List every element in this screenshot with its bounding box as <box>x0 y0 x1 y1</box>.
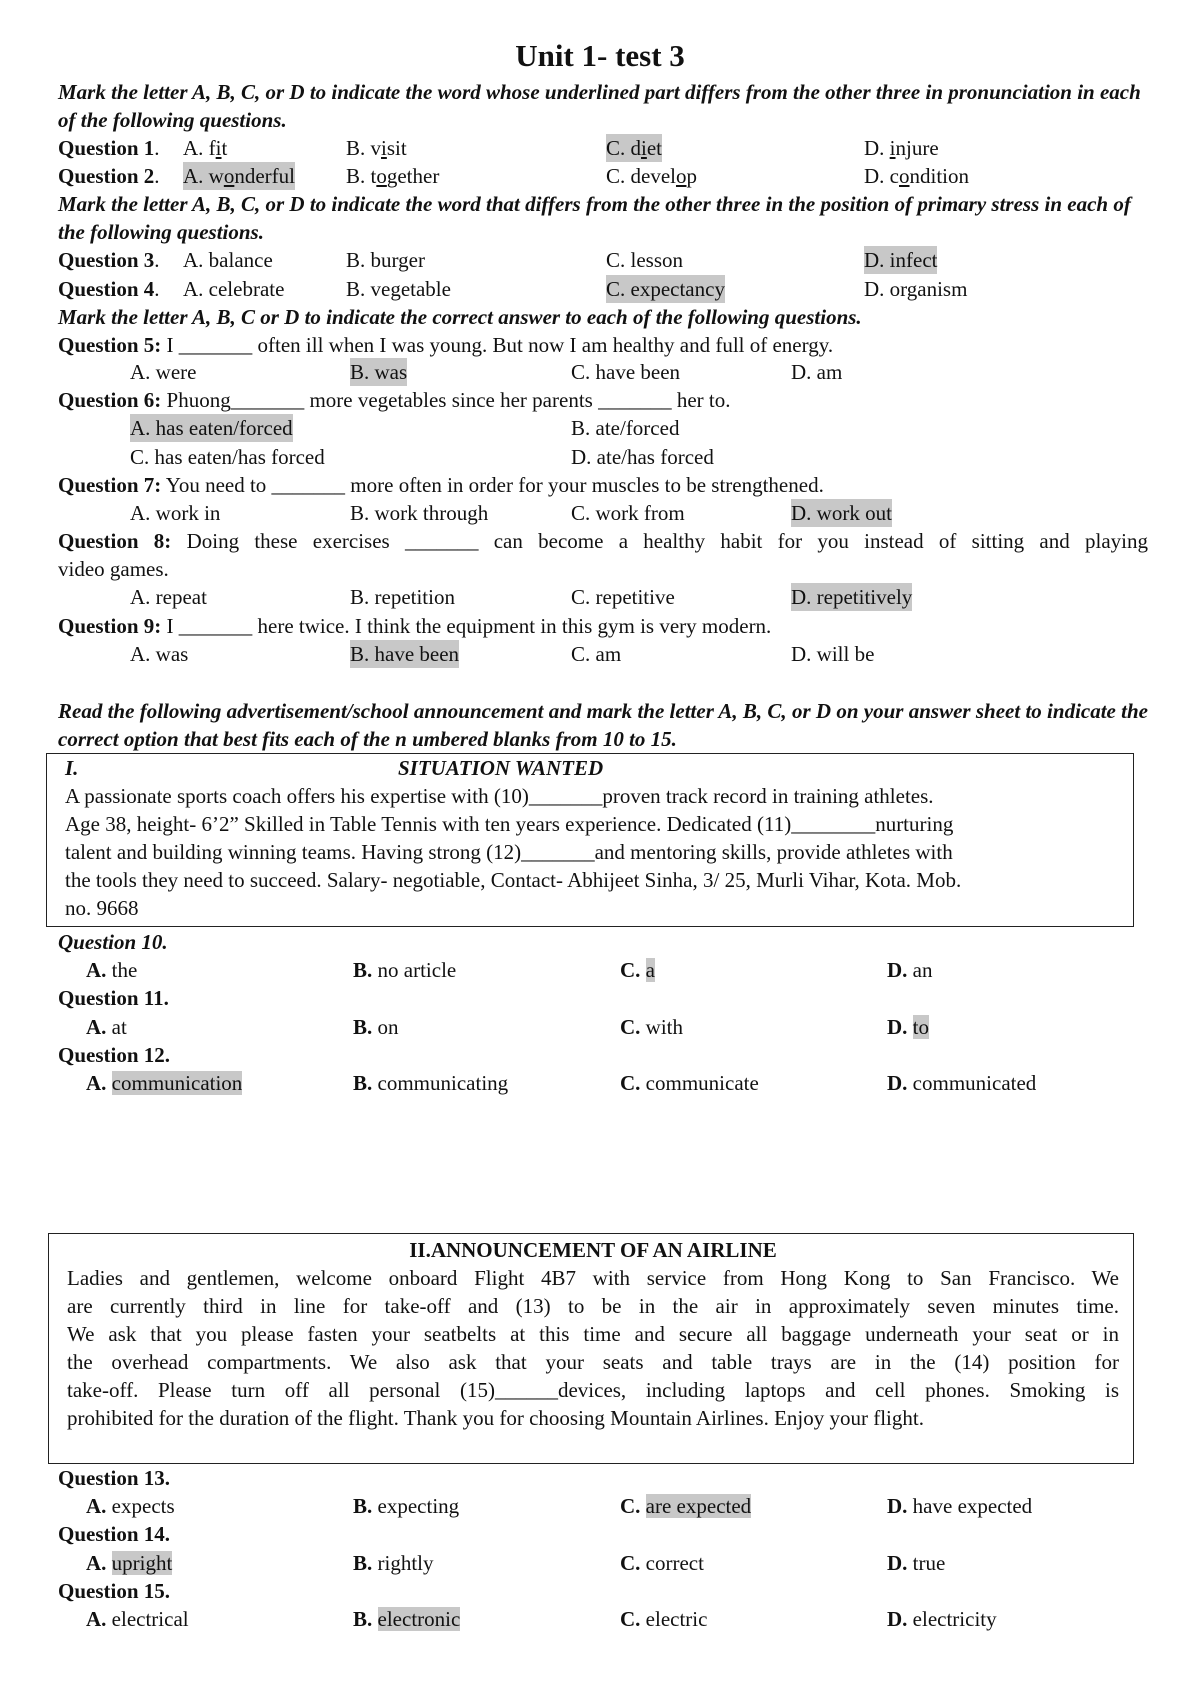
option-b[interactable]: B. repetition <box>350 585 455 609</box>
question-6 <box>58 386 1148 414</box>
highlighted-answer: to <box>912 1015 930 1039</box>
paragraph-line: no. 9668 <box>65 896 139 920</box>
question-14-label: Question 14. <box>58 1522 171 1546</box>
question-8-continued: video games. <box>58 557 169 581</box>
paragraph-line: Ladies and gentlemen, welcome onboard Flight 4B7 with service from Hong Kong to San Francisco. We <box>67 1266 1119 1290</box>
option-d[interactable]: D. have expected <box>887 1494 1033 1518</box>
option-d[interactable]: D. true <box>887 1551 946 1575</box>
option-b[interactable]: B. rightly <box>353 1551 434 1575</box>
highlighted-answer: a <box>645 958 655 982</box>
option-c[interactable]: C. am <box>571 642 622 666</box>
question-4: Question 4. A. celebrate B. vegetable C. expectancy D. organism <box>58 277 968 301</box>
question-7 <box>58 471 1148 499</box>
question-15-options <box>58 1605 1148 1633</box>
option-b[interactable]: B. burger <box>346 248 425 272</box>
section-instruction-reading: Read the following advertisement/school announcement and mark the letter A, B, C, or D on your answer sheet to indicate the correct option that best fits each of the n umbered blanks from 10 to 15. <box>58 699 1148 751</box>
option-d-highlighted[interactable]: D. repetitively <box>791 585 913 609</box>
option-b[interactable]: B. expecting <box>353 1494 460 1518</box>
situation-wanted-box <box>46 753 1134 927</box>
question-text: You need to _______ more often in order for your muscles to be strengthened. <box>165 473 824 497</box>
option-a[interactable]: A. the <box>86 958 138 982</box>
paragraph-line: A passionate sports coach offers his expertise with (10)_______proven track record in training athletes. <box>65 784 934 808</box>
option-a[interactable]: A. was <box>130 642 189 666</box>
option-b[interactable]: B. on <box>353 1015 399 1039</box>
question-text: Phuong_______ more vegetables since her parents _______ her to. <box>166 388 731 412</box>
question-text: I _______ here twice. I think the equipment in this gym is very modern. <box>166 614 772 638</box>
question-15-label: Question 15. <box>58 1579 171 1603</box>
question-8-options <box>58 583 1148 611</box>
page-title: Unit 1- test 3 <box>515 38 685 73</box>
option-a[interactable]: A. repeat <box>130 585 207 609</box>
section-instruction-pronunciation: Mark the letter A, B, C, or D to indicate the word whose underlined part differs from the other three in pronunciation in each of the following questions. <box>58 80 1141 132</box>
situation-wanted-heading-row <box>65 754 1119 782</box>
question-10-options <box>58 956 1148 984</box>
option-a[interactable]: A. communication <box>86 1071 243 1095</box>
option-c[interactable]: C. correct <box>620 1551 704 1575</box>
section-numeral: I. <box>65 756 79 780</box>
question-label: Question 5: <box>58 333 162 357</box>
option-d[interactable]: D. electricity <box>887 1607 997 1631</box>
option-c[interactable]: C. work from <box>571 501 685 525</box>
option-b[interactable]: B. work through <box>350 501 489 525</box>
option-d[interactable]: D. am <box>791 360 843 384</box>
option-d[interactable]: D. an <box>887 958 933 982</box>
question-label: Question 2 <box>58 164 155 188</box>
section-instruction-stress: Mark the letter A, B, C, or D to indicate the word that differs from the other three in the position of primary stress in each of the following questions. <box>58 192 1131 244</box>
option-a[interactable]: A. work in <box>130 501 221 525</box>
option-a[interactable]: A. were <box>130 360 197 384</box>
question-13-label: Question 13. <box>58 1466 171 1490</box>
question-12-label: Question 12. <box>58 1043 171 1067</box>
question-5-options <box>58 358 1148 386</box>
question-label: Question 6: <box>58 388 162 412</box>
option-c[interactable]: C. has eaten/has forced <box>130 445 325 469</box>
option-d[interactable]: D. injure <box>864 136 939 160</box>
question-9-options <box>58 640 1148 668</box>
option-c-highlighted[interactable]: C. diet <box>606 136 663 160</box>
option-a-highlighted[interactable]: A. wonderful <box>183 164 295 188</box>
highlighted-answer: electronic <box>377 1607 461 1631</box>
paragraph-line: are currently third in line for take-off and (13) to be in the air in approximately seven minutes time. <box>67 1294 1119 1318</box>
option-b[interactable]: B. vegetable <box>346 277 451 301</box>
question-11-label: Question 11. <box>58 986 169 1010</box>
option-c[interactable]: C. repetitive <box>571 585 675 609</box>
question-label: Question 3 <box>58 248 155 272</box>
option-d-highlighted[interactable]: D. work out <box>791 501 892 525</box>
question-8 <box>58 527 1148 555</box>
paragraph-line: take-off. Please turn off all personal (15)______devices, including laptops and cell phones. Smoking is <box>67 1378 1119 1402</box>
question-3: Question 3. A. balance B. burger C. lesson D. infect <box>58 248 938 272</box>
paragraph-line: the tools they need to succeed. Salary- negotiable, Contact- Abhijeet Sinha, 3/ 25, Murli Vihar, Kota. Mob. <box>65 868 962 892</box>
paragraph-line: talent and building winning teams. Having strong (12)_______and mentoring skills, provide athletes with <box>65 840 953 864</box>
announcement-heading: II.ANNOUNCEMENT OF AN AIRLINE <box>409 1238 777 1262</box>
option-a[interactable]: A. fit <box>183 136 228 160</box>
option-c-highlighted[interactable]: C. expectancy <box>606 277 725 301</box>
option-d[interactable]: D. organism <box>864 277 968 301</box>
option-c[interactable]: C. a <box>620 958 655 982</box>
option-d[interactable]: D. ate/has forced <box>571 445 714 469</box>
question-label: Question 9: <box>58 614 162 638</box>
option-b[interactable]: B. no article <box>353 958 457 982</box>
option-a[interactable]: A. upright <box>86 1551 173 1575</box>
option-a[interactable]: A. at <box>86 1015 127 1039</box>
section-instruction-correct-answer: Mark the letter A, B, C or D to indicate the correct answer to each of the following questions. <box>58 305 862 329</box>
option-b[interactable]: B. electronic <box>353 1607 461 1631</box>
section-heading: SITUATION WANTED <box>398 756 604 780</box>
highlighted-answer: upright <box>111 1551 173 1575</box>
question-label: Question 4 <box>58 277 155 301</box>
question-11-options <box>58 1013 1148 1041</box>
paragraph-line: prohibited for the duration of the flight. Thank you for choosing Mountain Airlines. Enjoy your flight. <box>67 1406 924 1430</box>
option-a[interactable]: A. expects <box>86 1494 175 1518</box>
question-9 <box>58 612 1148 640</box>
option-c[interactable]: C. electric <box>620 1607 708 1631</box>
question-label: Question 7: <box>58 473 162 497</box>
paragraph-line: Age 38, height- 6’2” Skilled in Table Tennis with ten years experience. Dedicated (11)________nurturing <box>65 812 954 836</box>
option-a[interactable]: A. balance <box>183 248 273 272</box>
option-c[interactable]: C. communicate <box>620 1071 759 1095</box>
question-label: Question 1 <box>58 136 155 160</box>
option-d[interactable]: D. communicated <box>887 1071 1037 1095</box>
paragraph-line: the overhead compartments. We also ask that your seats and table trays are in the (14) position for <box>67 1350 1119 1374</box>
airline-announcement-box <box>48 1233 1134 1464</box>
highlighted-answer: are expected <box>645 1494 752 1518</box>
question-10-label: Question 10. <box>58 930 168 954</box>
option-a[interactable]: A. electrical <box>86 1607 189 1631</box>
option-d[interactable]: D. condition <box>864 164 970 188</box>
option-b[interactable]: B. visit <box>346 136 407 160</box>
option-b-highlighted[interactable]: B. have been <box>350 642 460 666</box>
question-6-options-row1 <box>58 414 1148 442</box>
option-a-highlighted[interactable]: A. has eaten/forced <box>130 416 293 440</box>
question-2: Question 2. A. wonderful B. together C. develop D. condition <box>58 164 970 188</box>
option-c[interactable]: C. lesson <box>606 248 684 272</box>
option-b[interactable]: B. ate/forced <box>571 416 680 440</box>
option-b[interactable]: B. communicating <box>353 1071 509 1095</box>
question-14-options <box>58 1549 1148 1577</box>
option-c[interactable]: C. develop <box>606 164 697 188</box>
option-c[interactable]: C. have been <box>571 360 681 384</box>
question-6-options-row2 <box>58 443 1148 471</box>
question-5 <box>58 331 1148 359</box>
option-d-highlighted[interactable]: D. infect <box>864 248 938 272</box>
question-text: Doing these exercises _______ can become a healthy habit for you instead of sitting and playing <box>186 529 1149 553</box>
highlighted-answer: communication <box>111 1071 243 1095</box>
question-12-options <box>58 1069 1148 1097</box>
question-13-options <box>58 1492 1148 1520</box>
option-d[interactable]: D. to <box>887 1015 930 1039</box>
paragraph-line: We ask that you please fasten your seatbelts at this time and secure all baggage underneath your seat or in <box>67 1322 1119 1346</box>
question-1: Question 1. A. fit B. visit C. diet D. injure <box>58 136 939 160</box>
option-b-highlighted[interactable]: B. was <box>350 360 408 384</box>
option-c[interactable]: C. with <box>620 1015 684 1039</box>
option-b[interactable]: B. together <box>346 164 440 188</box>
option-d[interactable]: D. will be <box>791 642 875 666</box>
option-a[interactable]: A. celebrate <box>183 277 285 301</box>
question-text: I _______ often ill when I was young. But now I am healthy and full of energy. <box>166 333 834 357</box>
question-label: Question 8: <box>58 529 172 553</box>
question-7-options <box>58 499 1148 527</box>
option-c[interactable]: C. are expected <box>620 1494 752 1518</box>
